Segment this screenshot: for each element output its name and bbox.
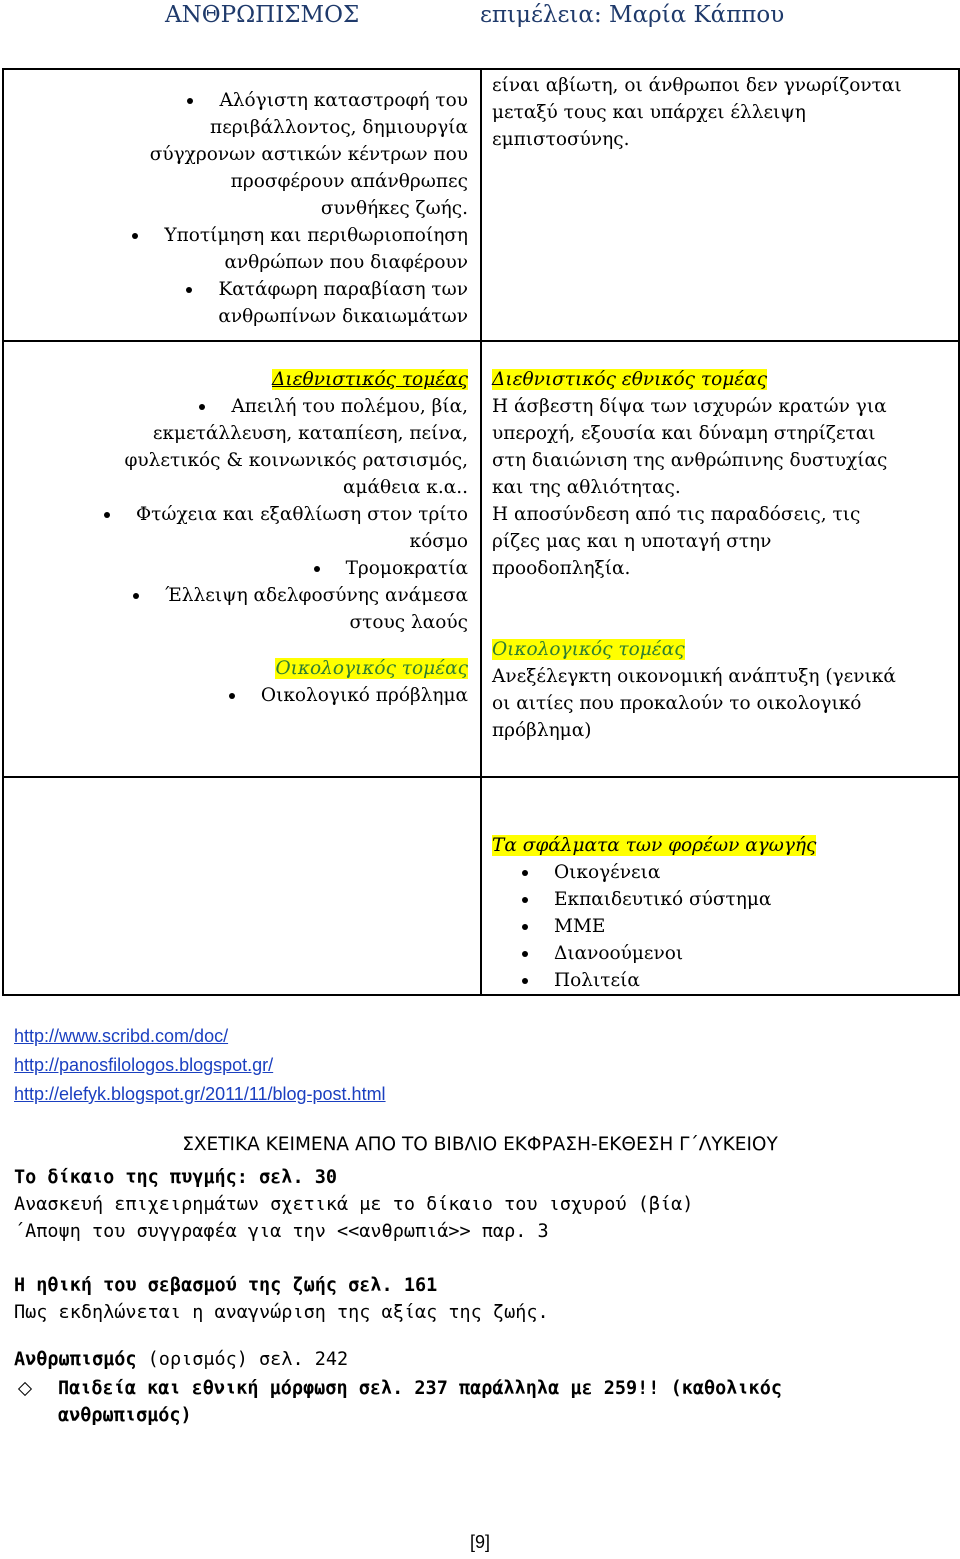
list-item-text: Έλλειψη αδελφοσύνης ανάμεσα bbox=[165, 585, 468, 606]
row2-left-cell bbox=[3, 341, 481, 777]
list-item-text: Κατάφωρη παραβίαση των bbox=[218, 279, 468, 300]
related-item-2-line1: Πως εκδηλώνεται η αναγνώριση της αξίας της ζωής. bbox=[14, 1302, 549, 1323]
bullet-icon bbox=[522, 924, 528, 930]
related-texts-title: ΣΧΕΤΙΚΑ ΚΕΙΜΕΝΑ ΑΠΟ ΤΟ ΒΙΒΛΙΟ ΕΚΦΡΑΣΗ-ΕΚΘΕΣΗ Γ΄ΛΥΚΕΙΟΥ bbox=[182, 1134, 778, 1155]
list-item bbox=[4, 555, 480, 582]
text-line: είναι αβίωτη, οι άνθρωποι δεν γνωρίζονται bbox=[492, 75, 902, 96]
related-item-4-line2: ανθρωπισμός) bbox=[58, 1405, 192, 1426]
related-item-1-line1: Ανασκευή επιχειρημάτων σχετικά με το δίκαιο του ισχυρού (βία) bbox=[14, 1194, 694, 1215]
row3-right-cell bbox=[481, 777, 959, 995]
list-item-text: Αλόγιστη καταστροφή του bbox=[219, 90, 468, 111]
list-item bbox=[4, 474, 480, 501]
text-line: Η άσβεστη δίψα των ισχυρών κρατών για bbox=[492, 396, 887, 417]
list-item-text: Εκπαιδευτικό σύστημα bbox=[554, 889, 772, 910]
list-item-text: ανθρωπίνων δικαιωμάτων bbox=[218, 306, 468, 327]
list-item-text: ανθρώπων που διαφέρουν bbox=[224, 252, 468, 273]
list-item bbox=[4, 682, 480, 709]
list-item bbox=[4, 528, 480, 555]
text-line: ρίζες μας και η υποταγή στην bbox=[492, 531, 772, 552]
page-header bbox=[0, 0, 960, 34]
list-item bbox=[4, 114, 480, 141]
list-item bbox=[4, 303, 480, 330]
list-item bbox=[4, 609, 480, 636]
list-item-text: συνθήκες ζωής. bbox=[320, 198, 468, 219]
text-line: οι αιτίες που προκαλούν το οικολογικό bbox=[492, 693, 862, 714]
list-item bbox=[4, 222, 480, 249]
list-item-text: περιβάλλοντος, δημιουργία bbox=[210, 117, 468, 138]
header-title: ΑΝΘΡΩΠΙΣΜΟΣ bbox=[165, 2, 360, 28]
list-item-text: κόσμο bbox=[409, 531, 468, 552]
list-item bbox=[4, 420, 480, 447]
link-scribd[interactable]: http://www.scribd.com/doc/ bbox=[14, 1026, 229, 1046]
text-line: Ανεξέλεγκτη οικονομική ανάπτυξη (γενικά bbox=[492, 666, 896, 687]
list-item-text: Φτώχεια και εξαθλίωση στον τρίτο bbox=[135, 504, 468, 525]
section-heading-international-national: Διεθνιστικός εθνικός τομέας bbox=[492, 369, 768, 390]
bullet-icon bbox=[187, 98, 193, 104]
list-item-text: προσφέρουν απάνθρωπες bbox=[230, 171, 468, 192]
list-item-text: στους λαούς bbox=[349, 612, 468, 633]
list-item bbox=[4, 141, 480, 168]
bullet-icon bbox=[522, 978, 528, 984]
bullet-icon bbox=[522, 870, 528, 876]
row1-left-cell bbox=[3, 69, 481, 341]
table-row bbox=[3, 69, 959, 341]
list-item bbox=[4, 447, 480, 474]
section-heading-international: Διεθνιστικός τομέας bbox=[272, 369, 468, 390]
list-item bbox=[482, 967, 958, 994]
bullet-icon bbox=[132, 233, 138, 239]
row3-left-cell bbox=[3, 777, 481, 995]
list-item-text: Τρομοκρατία bbox=[345, 558, 468, 579]
section-heading-ecological-right: Οικολογικός τομέας bbox=[492, 639, 685, 660]
bullet-icon bbox=[229, 693, 235, 699]
text-line: στη διαιώνιση της ανθρώπινης δυστυχίας bbox=[492, 450, 888, 471]
bullet-icon bbox=[104, 512, 110, 518]
list-item bbox=[4, 168, 480, 195]
list-item-text: αμάθεια κ.α.. bbox=[342, 477, 468, 498]
bullet-icon bbox=[186, 287, 192, 293]
link-panosfilologos[interactable]: http://panosfilologos.blogspot.gr/ bbox=[14, 1055, 274, 1075]
related-item-2-title: Η ηθική του σεβασμού της ζωής σελ. 161 bbox=[14, 1275, 438, 1296]
related-item-4-line1: Παιδεία και εθνική μόρφωση σελ. 237 παράλληλα με 259!! (καθολικός bbox=[14, 1375, 782, 1402]
reference-links bbox=[14, 1022, 386, 1109]
list-item bbox=[4, 582, 480, 609]
bullet-icon bbox=[314, 566, 320, 572]
text-line: εμπιστοσύνης. bbox=[492, 129, 630, 150]
list-item-text: Οικογένεια bbox=[554, 862, 661, 883]
list-item-text: Οικολογικό πρόβλημα bbox=[260, 685, 468, 706]
page-number: [9] bbox=[469, 1532, 490, 1552]
row1-right-cell bbox=[481, 69, 959, 341]
text-line: πρόβλημα) bbox=[492, 720, 592, 741]
list-item-text: Διανοούμενοι bbox=[554, 943, 684, 964]
row2-right-cell bbox=[481, 341, 959, 777]
text-line: υπεροχή, εξουσία και δύναμη στηρίζεται bbox=[492, 423, 876, 444]
list-item-text: φυλετικός & κοινωνικός ρατσισμός, bbox=[124, 450, 468, 471]
bullet-icon bbox=[522, 951, 528, 957]
list-item-text: σύγχρονων αστικών κέντρων που bbox=[149, 144, 468, 165]
header-author: επιμέλεια: Μαρία Κάππου bbox=[480, 2, 785, 28]
list-item-text: εκμετάλλευση, καταπίεση, πείνα, bbox=[152, 423, 468, 444]
list-item-text: Υποτίμηση και περιθωριοποίηση bbox=[164, 225, 468, 246]
list-item bbox=[4, 276, 480, 303]
bullet-icon bbox=[133, 593, 139, 599]
list-item bbox=[4, 87, 480, 114]
list-item-text: ΜΜΕ bbox=[554, 916, 606, 937]
link-elefyk[interactable]: http://elefyk.blogspot.gr/2011/11/blog-post.html bbox=[14, 1084, 386, 1104]
list-item bbox=[4, 249, 480, 276]
related-item-3: Ανθρωπισμός (ορισμός) σελ. 242 bbox=[14, 1349, 349, 1370]
text-line: μεταξύ τους και υπάρχει έλλειψη bbox=[492, 102, 806, 123]
list-item bbox=[482, 859, 958, 886]
diamond-bullet-icon bbox=[18, 1382, 32, 1396]
list-item bbox=[4, 393, 480, 420]
text-line: Η αποσύνδεση από τις παραδόσεις, τις bbox=[492, 504, 861, 525]
section-heading-ecological: Οικολογικός τομέας bbox=[275, 658, 468, 679]
related-item-1-line2: ΄Αποψη του συγγραφέα για την <<ανθρωπιά>> παρ. 3 bbox=[14, 1221, 549, 1242]
list-item bbox=[482, 886, 958, 913]
table-row bbox=[3, 777, 959, 995]
text-line: προοδοπληξία. bbox=[492, 558, 631, 579]
content-table bbox=[2, 68, 960, 996]
list-item-text: Απειλή του πολέμου, βία, bbox=[231, 396, 468, 417]
bullet-icon bbox=[199, 404, 205, 410]
list-item-text: Πολιτεία bbox=[554, 970, 640, 991]
list-item bbox=[4, 195, 480, 222]
text-line: και της αθλιότητας. bbox=[492, 477, 681, 498]
table-row bbox=[3, 341, 959, 777]
section-heading-education-faults: Τα σφάλματα των φορέων αγωγής bbox=[492, 835, 817, 856]
related-item-1-title: Το δίκαιο της πυγμής: σελ. 30 bbox=[14, 1167, 338, 1188]
list-item bbox=[482, 913, 958, 940]
list-item bbox=[482, 940, 958, 967]
bullet-icon bbox=[522, 897, 528, 903]
list-item bbox=[4, 501, 480, 528]
